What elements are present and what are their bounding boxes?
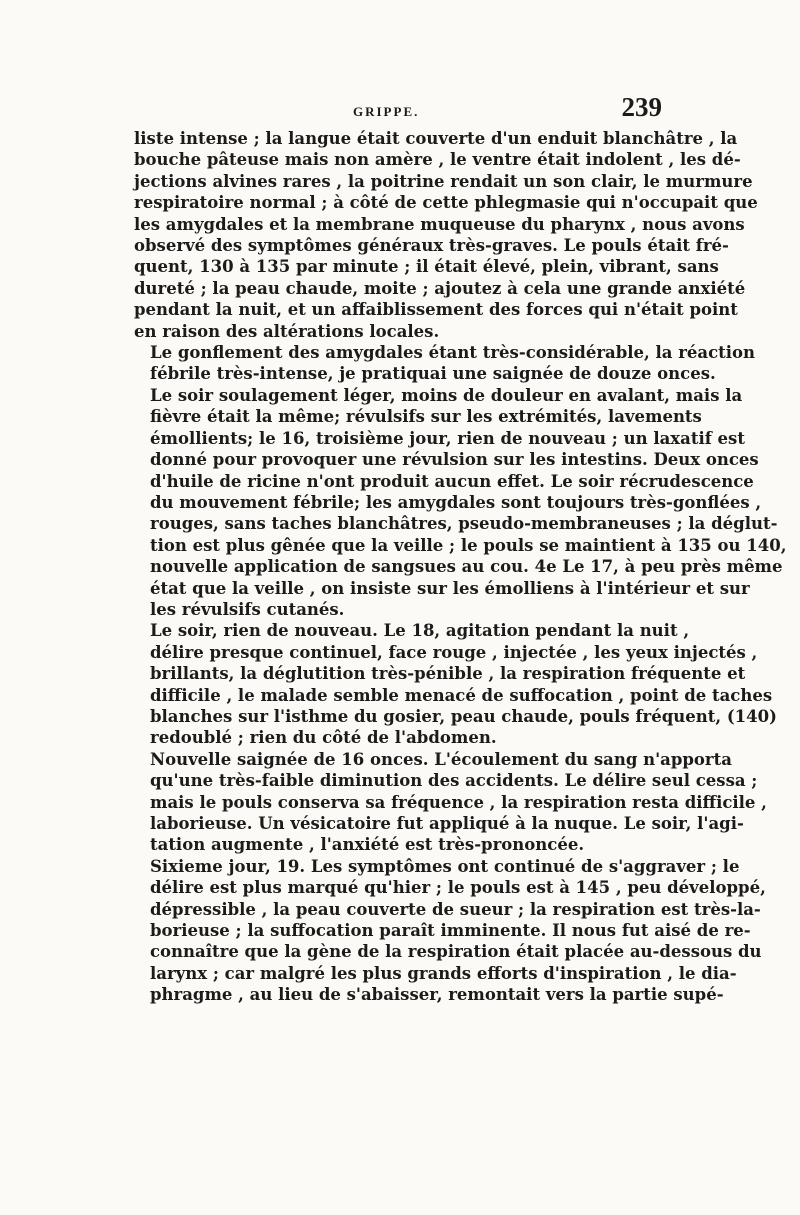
text-line: redoublé ; rien du côté de l'abdomen. [150,728,497,748]
text-line: Le soir soulagement léger, moins de douleur en avalant, mais la [150,385,743,405]
text-line: phragme , au lieu de s'abaisser, remontait vers la partie supé- [150,985,724,1005]
text-line: Sixieme jour, 19. Les symptômes ont continué de s'aggraver ; le [150,856,740,876]
text-line: respiratoire normal ; à côté de cette phlegmasie qui n'occupait que [134,193,758,213]
text-line: dépressible , la peau couverte de sueur ; la respiration est très-la- [150,899,761,919]
text-line: Le gonflement des amygdales étant très-considérable, la réaction [150,343,756,363]
text-line: dureté ; la peau chaude, moite ; ajoutez à cela une grande anxiété [134,278,746,298]
text-line: connaître que la gène de la respiration était placée au-dessous du [150,942,762,962]
text-line: quent, 130 à 135 par minute ; il était élevé, plein, vibrant, sans [134,257,719,277]
text-line: état que la veille , on insiste sur les émolliens à l'intérieur et sur [150,578,750,598]
text-line: difficile , le malade semble menacé de suffocation , point de taches [150,685,773,705]
text-line: tation augmente , l'anxiété est très-prononcée. [150,835,585,855]
text-line: fièvre était la même; révulsifs sur les extrémités, lavements [150,407,702,427]
text-line: délire est plus marqué qu'hier ; le pouls est à 145 , peu développé, [150,878,766,898]
page-header [134,88,662,124]
text-line: laborieuse. Un vésicatoire fut appliqué à la nuque. Le soir, l'agi- [150,814,744,833]
body-text [134,128,787,1006]
running-head: GRIPPE. [353,104,420,119]
text-line: émollients; le 16, troisième jour, rien de nouveau ; un laxatif est [150,428,745,448]
text-line: pendant la nuit, et un affaiblissement des forces qui n'était point [134,300,738,320]
text-line: borieuse ; la suffocation paraît imminente. Il nous fut aisé de re- [150,921,751,941]
text-line: bouche pâteuse mais non amère , le ventre était indolent , les dé- [134,150,741,170]
text-line: en raison des altérations locales. [134,321,440,341]
text-line: qu'une très-faible diminution des accidents. Le délire seul cessa ; [150,771,758,791]
page-number: 239 [621,92,662,122]
text-line: observé des symptômes généraux très-graves. Le pouls était fré- [134,236,729,256]
paragraph [134,856,766,1006]
text-line: Le soir, rien de nouveau. Le 18, agitation pendant la nuit , [150,621,690,641]
paragraph [134,385,787,620]
text-line: fébrile très-intense, je pratiquai une saignée de douze onces. [150,364,716,384]
text-line: liste intense ; la langue était couverte d'un enduit blanchâtre , la [134,129,738,148]
text-line: donné pour provoquer une révulsion sur les intestins. Deux onces [150,450,759,470]
paragraph [134,620,777,748]
text-line: délire presque continuel, face rouge , injectée , les yeux injectés , [150,642,758,662]
text-line: les amygdales et la membrane muqueuse du pharynx , nous avons [134,214,745,234]
text-line: mais le pouls conserva sa fréquence , la respiration resta difficile , [150,792,767,812]
text-line: brillants, la déglutition très-pénible , la respiration fréquente et [150,664,746,684]
text-line: nouvelle application de sangsues au cou. 4e Le 17, à peu près même [150,557,783,577]
paragraph [134,128,758,342]
text-line: rouges, sans taches blanchâtres, pseudo-membraneuses ; la déglut- [150,514,778,534]
text-line: du mouvement fébrile; les amygdales sont toujours très-gonflées , [150,492,762,512]
paragraph [134,749,767,856]
text-line: les révulsifs cutanés. [150,599,345,619]
text-line: tion est plus gênée que la veille ; le pouls se maintient à 135 ou 140, [150,535,787,555]
text-line: jections alvines rares , la poitrine rendait un son clair, le murmure [134,171,753,191]
paragraph [134,342,756,385]
text-line: d'huile de ricine n'ont produit aucun effet. Le soir récrudescence [150,471,754,491]
text-line: Nouvelle saignée de 16 onces. L'écoulement du sang n'apporta [150,749,732,769]
text-line: larynx ; car malgré les plus grands efforts d'inspiration , le dia- [150,963,737,983]
text-line: blanches sur l'isthme du gosier, peau chaude, pouls fréquent, (140) [150,706,777,726]
